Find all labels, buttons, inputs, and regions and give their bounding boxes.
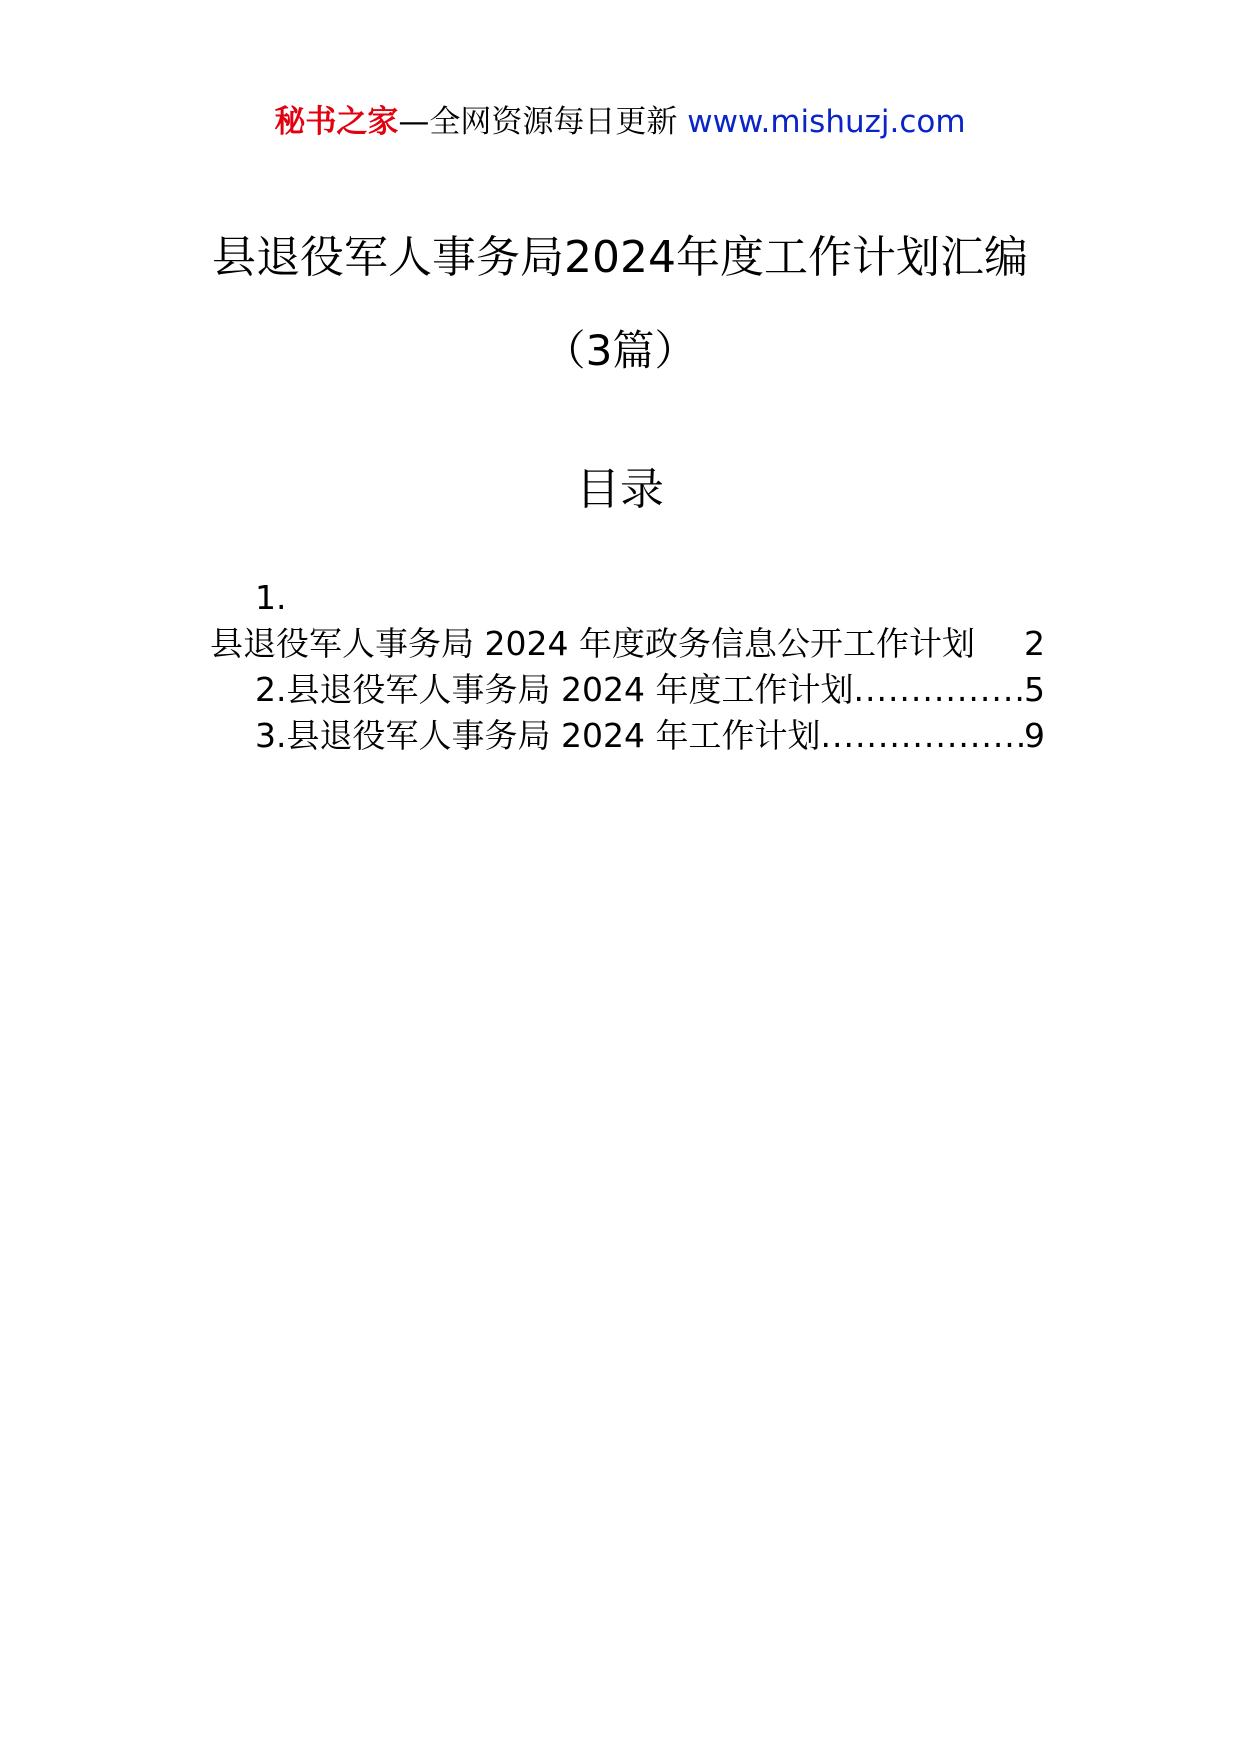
toc-entry-2-page: 5: [1024, 670, 1045, 709]
toc-entry-3-text: 县退役军人事务局 2024 年工作计划: [286, 716, 821, 755]
document-subtitle: （3篇）: [543, 326, 697, 375]
toc-leader-dots: [853, 668, 1024, 712]
toc-entry-1-number: 1.: [255, 578, 287, 617]
document-title: 县退役军人事务局2024年度工作计划汇编: [212, 232, 1028, 283]
toc-entry-1[interactable]: [210, 622, 1045, 666]
toc-entry-2-number: 2.: [255, 670, 287, 709]
site-header: [0, 100, 1240, 144]
toc-entry-3[interactable]: [255, 714, 1045, 758]
toc-entry-2-text: 县退役军人事务局 2024 年度工作计划: [286, 670, 854, 709]
site-url-link[interactable]: www.mishuzj.com: [687, 104, 966, 140]
toc-entry-3-page: 9: [1024, 716, 1045, 755]
site-brand: 秘书之家: [274, 104, 399, 140]
toc-entry-3-number: 3.: [255, 716, 287, 755]
toc-entry-1-page: 2: [1024, 624, 1045, 663]
toc-entry-1-text: 县退役军人事务局 2024 年度政务信息公开工作计划: [210, 624, 975, 663]
toc-entry-2[interactable]: [255, 668, 1045, 712]
toc-leader-dots: [820, 714, 1024, 758]
toc-heading: 目录: [576, 464, 664, 515]
site-tagline: —全网资源每日更新: [398, 104, 678, 140]
